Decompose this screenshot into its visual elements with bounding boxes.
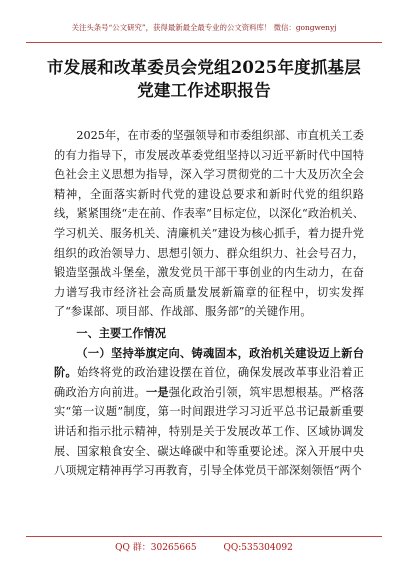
intro-paragraph: 2025年，在市委的坚强领导和市委组织部、市直机关工委的有力指导下，市发展改革委党组坚持以习近平新时代中国特色社会主义思想为指导，深入学习贯彻党的二十大及历次全会精神，全面落实新时代党的建设总要求和新时代党的组织路线，紧紧围绕“走在前、作表率”目标定位，以深化“政治机关、学习机关、服务机关、清廉机关”建设为核心抓手，着力提升党组织的政治领导力、思想引领力、群众组织力、社会号召力，锻造坚强战斗堡垒，激发党员干部干事创业的内生动力，在奋力谱写我市经济社会高质量发展新篇章的征程中，切实发挥了“参谋部、项目部、作战部、服务部”的关键作用。 (54, 129, 364, 319)
subsection-heading: （一）坚持举旗定向、铸魂固本，政治机关建设迈上新台阶。 (54, 345, 364, 380)
subsection-paragraph (54, 344, 364, 481)
footer-qq-group: QQ 群：30265665 (115, 543, 197, 553)
section-heading: 一、主要工作情况 (76, 326, 166, 340)
header-divider (26, 42, 382, 43)
footer-divider (26, 536, 382, 537)
point-marker: 一是 (145, 384, 169, 399)
subsection-text-b: 强化政治引领，筑牢思想根基。严格落实“第一议题”制度，第一时间跟进学习习近平总书记最新重要讲话和指示批示精神，特别是关于发展改革工作、区域协调发展、国家粮食安全、碳达峰碳中和等重要论述。深入开展中央八项规定精神再学习再教育，引导全体党员干部深刻领悟“两个 (54, 385, 364, 478)
footer (26, 540, 382, 556)
header-notice: 关注头条号“公文研究”，获得最新最全最专业的公文资料库！ 微信：gongwenyj (71, 23, 337, 32)
footer-qq: QQ:535304092 (223, 543, 293, 553)
document-body (54, 126, 364, 481)
document-title: 市发展和改革委员会党组2025年度抓基层党建工作述职报告 (47, 58, 361, 100)
subsection-text-a: 始终将党的政治建设摆在首位，确保发展改革事业沿着正确政治方向前进。 (54, 366, 364, 399)
